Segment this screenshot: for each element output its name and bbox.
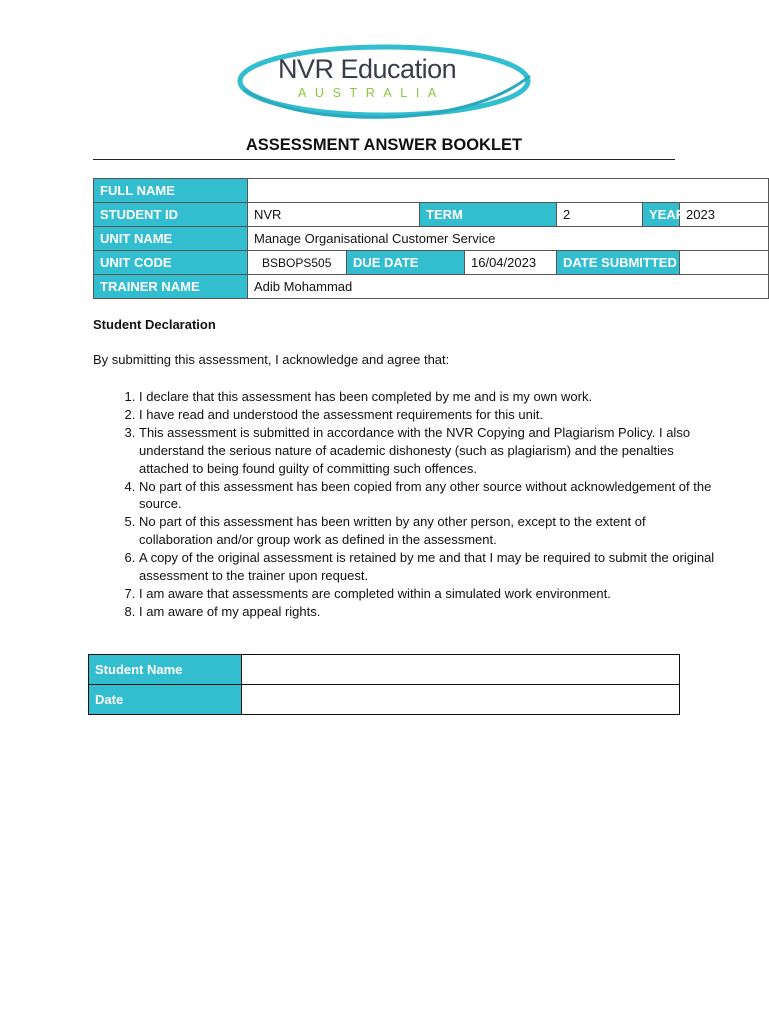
date-submitted-label: DATE SUBMITTED (557, 251, 680, 275)
due-date-field[interactable]: 16/04/2023 (465, 251, 557, 275)
student-name-row (89, 655, 680, 685)
unit-code-label: UNIT CODE (94, 251, 248, 275)
unit-code-field[interactable]: BSBOPS505 (248, 251, 347, 275)
declaration-intro: By submitting this assessment, I acknowledge and agree that: (93, 352, 450, 367)
full-name-field[interactable] (248, 179, 769, 203)
signoff-table (88, 654, 680, 715)
declaration-list (93, 388, 719, 621)
logo-sub-text: AUSTRALIA (298, 86, 445, 100)
declaration-item: 8. I am aware of my appeal rights. (139, 603, 719, 621)
unit-name-field[interactable]: Manage Organisational Customer Service (248, 227, 769, 251)
declaration-item: 4. No part of this assessment has been copied from any other source without acknowledgement of the source. (139, 478, 719, 514)
declaration-item: 1. I declare that this assessment has been completed by me and is my own work. (139, 388, 719, 406)
student-name-label: Student Name (89, 655, 242, 685)
unit-name-row (94, 227, 769, 251)
term-field[interactable]: 2 (557, 203, 643, 227)
declaration-heading: Student Declaration (93, 317, 216, 332)
trainer-name-field[interactable]: Adib Mohammad (248, 275, 769, 299)
term-label: TERM (420, 203, 557, 227)
year-field[interactable]: 2023 (680, 203, 769, 227)
title-underline (93, 159, 675, 160)
date-field[interactable] (242, 685, 680, 715)
due-date-label: DUE DATE (347, 251, 465, 275)
document-title: ASSESSMENT ANSWER BOOKLET (245, 136, 523, 154)
full-name-label: FULL NAME (94, 179, 248, 203)
date-submitted-field[interactable] (680, 251, 769, 275)
trainer-name-row (94, 275, 769, 299)
declaration-item: 2. I have read and understood the assessment requirements for this unit. (139, 406, 719, 424)
logo-main-text: NVR Education (278, 54, 457, 84)
student-id-row (94, 203, 769, 227)
date-row (89, 685, 680, 715)
student-id-label: STUDENT ID (94, 203, 248, 227)
year-label: YEAR (643, 203, 680, 227)
unit-name-label: UNIT NAME (94, 227, 248, 251)
declaration-item: 6. A copy of the original assessment is retained by me and that I may be required to submit the original assessment to the trainer upon request. (139, 549, 719, 585)
student-name-field[interactable] (242, 655, 680, 685)
student-info-table (93, 178, 769, 299)
nvr-logo (234, 40, 534, 122)
unit-code-row (94, 251, 769, 275)
declaration-item: 7. I am aware that assessments are completed within a simulated work environment. (139, 585, 719, 603)
student-id-field[interactable]: NVR (248, 203, 420, 227)
declaration-item: 3. This assessment is submitted in accordance with the NVR Copying and Plagiarism Policy. I also understand the serious nature of academic dishonesty (such as plagiarism) and the penalties attached to being found guilty of committing such offences. (139, 424, 719, 478)
date-label: Date (89, 685, 242, 715)
full-name-row (94, 179, 769, 203)
declaration-item: 5. No part of this assessment has been written by any other person, except to the extent of collaboration and/or group work as defined in the assessment. (139, 513, 719, 549)
trainer-name-label: TRAINER NAME (94, 275, 248, 299)
